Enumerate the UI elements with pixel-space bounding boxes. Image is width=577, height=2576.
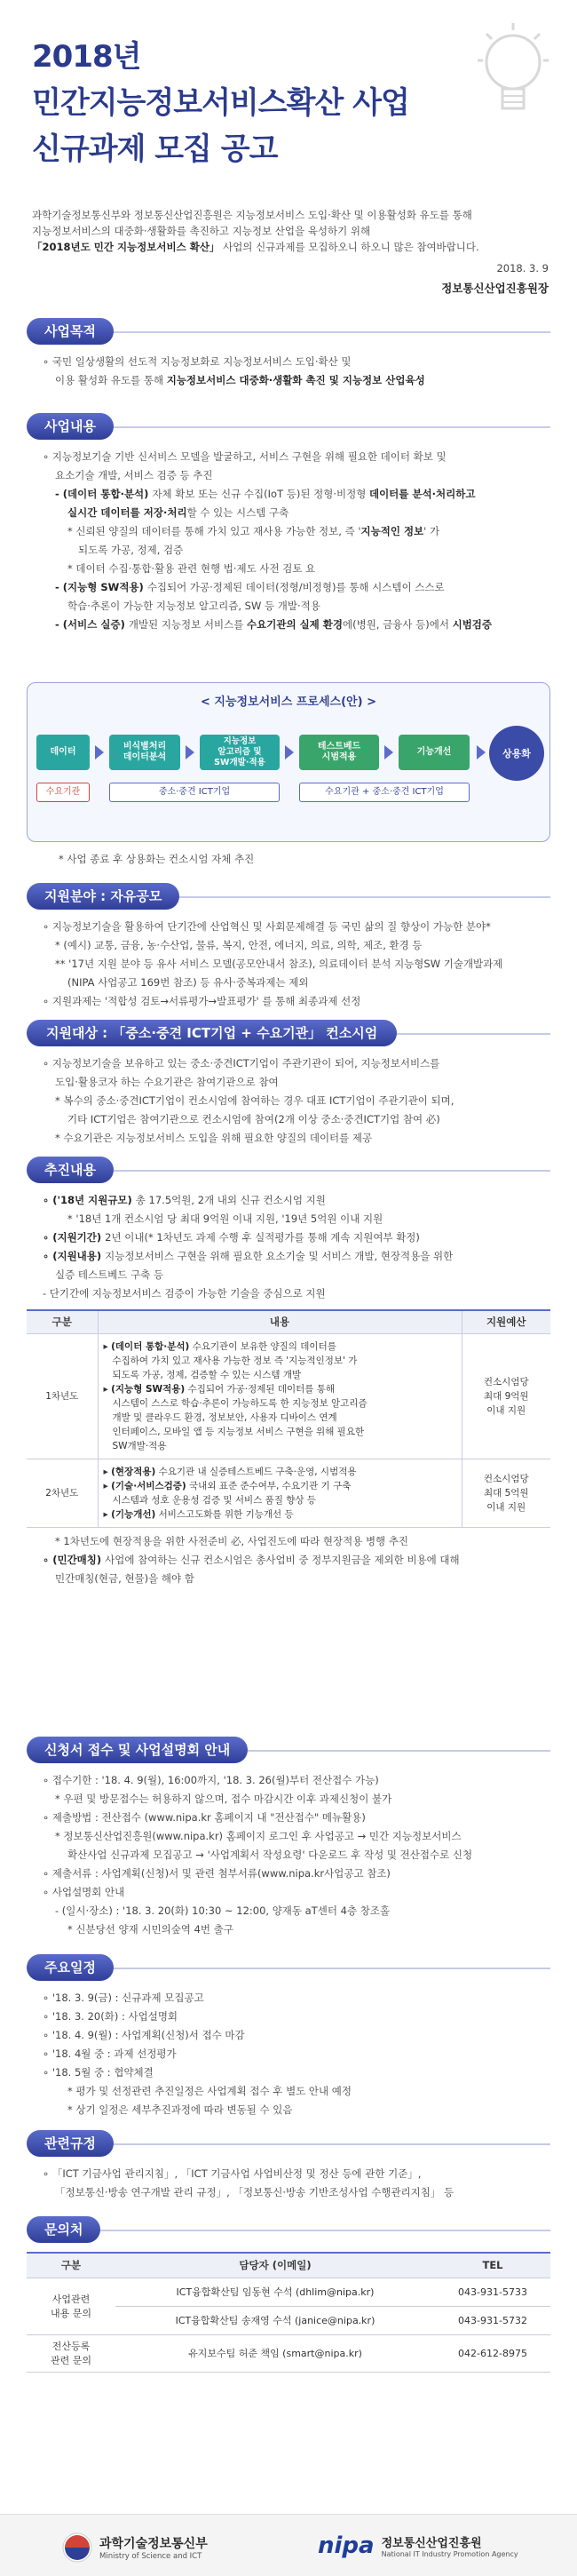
purpose-line-2b: 지능정보서비스 대중화·생활화 촉진 및 지능정보 산업육성 [166, 374, 425, 386]
process-final-commercialize: 상용화 [489, 726, 544, 781]
row2-content-1: 수요기관 내 실증테스트베드 구축·운영, 시범적용 [155, 1466, 357, 1477]
intro-line-2: 지능정보서비스의 대중화·생활화를 촉진하고 지능정보 산업을 육성하기 위해 [32, 225, 371, 237]
field-line-1: ∘ 지능정보기술을 활용하여 단기간에 산업혁신 및 사회문제해결 등 국민 삶의 질 향상이 가능한 분야* [43, 920, 491, 933]
contact-person[interactable]: ICT융합확산팀 임동현 수석 (dhlim@nipa.kr) [115, 2278, 435, 2306]
page-title [32, 34, 409, 172]
table-cell-period: 2차년도 [27, 1459, 98, 1527]
field-line-5: ∘ 지원과제는 '적합성 검토→서류평가→발표평가' 를 통해 최종과제 선정 [43, 995, 361, 1007]
arrow-icon [285, 745, 294, 759]
content-line-8b: 수집되어 가공·정제된 데이터(정형/비정형)를 통해 시스템이 스스로 [146, 581, 445, 593]
contact-tel[interactable]: 042-612-8975 [435, 2334, 550, 2372]
content-line-7: * 데이터 수집·통합·활용 관련 현행 법·제도 사전 검토 요 [67, 562, 316, 575]
row2-content-4: 서비스고도화를 위한 기능개선 등 [155, 1508, 294, 1520]
arrow-icon [477, 745, 486, 759]
section-contact-title: 문의처 [27, 2216, 100, 2243]
content-line-9: 학습·추론이 가능한 지능정보 알고리즘, SW 등 개발·적용 [67, 600, 320, 612]
purpose-line-1: ∘ 국민 일상생활의 선도적 지능정보화로 지능정보서비스 도입·확산 및 [43, 355, 352, 368]
table-cell-budget: 컨소시엄당 최대 9억원 이내 지원 [462, 1333, 550, 1459]
section-target-title: 지원대상 : 「중소·중견 ICT기업 + 수요기관」 컨소시엄 [27, 1020, 397, 1046]
table-row [27, 1333, 550, 1459]
promo-line-4b: 지능정보서비스 구현을 위해 필요한 요소기술 및 서비스 개발, 현장적용을 위한 [105, 1250, 454, 1262]
content-line-10d: 에(병원, 금융사 등)에서 [343, 618, 453, 631]
row1-content-8: SW개발·적용 [112, 1440, 167, 1451]
target-line-1: ∘ 지능정보기술을 보유하고 있는 중소·중견ICT기업이 주관기관이 되어, 지능정보서비스를 [43, 1057, 440, 1069]
msit-logo [62, 2532, 208, 2563]
content-line-3b: 자체 확보 또는 신규 수집(IoT 등)된 정형·비정형 [152, 488, 369, 500]
process-step-data: 데이터 [36, 735, 90, 770]
process-title: < 지능정보서비스 프로세스(안) > [201, 696, 376, 709]
field-line-3: ** '17년 지원 분야 등 유사 서비스 모델(공모안내서 참조), 의료데이터 분석 지능형SW 기술개발과제 [55, 958, 503, 970]
target-line-5: * 수요기관은 지능정보서비스 도입을 위해 필요한 양질의 데이터를 제공 [55, 1132, 373, 1144]
title-year: 2018년 [32, 39, 141, 75]
row2-content-bold-1: (현장적용) [111, 1466, 156, 1477]
content-note: * 사업 종료 후 상용화는 컨소시엄 자체 추진 [59, 853, 255, 865]
promo-line-1a: ∘ ('18년 지원규모) [43, 1194, 136, 1206]
row1-content-1: 수요기관이 보유한 양질의 데이터를 [189, 1340, 336, 1352]
schedule-item: ∘ '18. 4. 9(월) : 사업계획(신청)서 접수 마감 [43, 2029, 245, 2041]
contact-row [27, 2278, 550, 2306]
content-line-6: 되도록 가공, 정제, 검증 [78, 544, 184, 556]
contact-category [27, 2278, 115, 2334]
nipa-name-ko: 정보통신산업진흥원 [381, 2537, 482, 2550]
title-line-3: 신규과제 모집 공고 [32, 131, 278, 167]
arrow-icon [384, 745, 393, 759]
contact-row [27, 2334, 550, 2372]
row2-content-bold-2: (기술·서비스검증) [111, 1480, 186, 1491]
table-header: 지원예산 [462, 1310, 550, 1333]
promo-line-1b: 총 17.5억원, 2개 내외 신규 컨소시엄 지원 [135, 1194, 326, 1206]
table-cell-period: 1차년도 [27, 1333, 98, 1459]
contact-category-line-2: 내용 문의 [50, 2308, 91, 2319]
nipa-logo [318, 2532, 518, 2559]
footer [0, 2514, 577, 2576]
lightbulb-icon [469, 16, 557, 140]
header [0, 0, 577, 191]
section-content [27, 413, 550, 635]
content-line-4b: 할 수 있는 시스템 구축 [186, 506, 289, 519]
row2-content-bold-3: (기능개선) [111, 1508, 156, 1520]
section-purpose-title: 사업목적 [27, 318, 114, 345]
rules-line-1: ∘ 「ICT 기금사업 관리지침」, 「ICT 기금사업 사업비산정 및 정산 등에 관한 기준」, [43, 2167, 422, 2180]
apply-line-9: * 신분당선 양재 시민의숲역 4번 출구 [67, 1923, 233, 1936]
intro-line-1: 과학기술정보통신부와 정보통신산업진흥원은 지능정보서비스 도입·확산 및 이용활성화 유도를 통해 [32, 209, 472, 221]
contact-person[interactable]: 유지보수팀 허준 책임 (smart@nipa.kr) [115, 2334, 435, 2372]
row1-content-5: 시스템이 스스로 학습·추론이 가능하도록 한 지능정보 알고리즘 [112, 1397, 368, 1409]
schedule-note-1: * 평가 및 선정관련 추진일정은 사업계획 접수 후 별도 안내 예정 [67, 2085, 352, 2097]
table-header: 담당자 (이메일) [115, 2253, 435, 2278]
support-table [27, 1309, 550, 1528]
nipa-logo-text: nipa [318, 2532, 375, 2559]
content-line-10b: 개발된 지능정보 서비스를 [128, 618, 248, 631]
content-line-8a: - (지능형 SW적용) [55, 581, 147, 593]
target-line-4: 기타 ICT기업은 참여기관으로 컨소시엄에 참여(2개 이상 중소·중견ICT기업 참여 必) [67, 1113, 440, 1125]
content-line-10a: - (서비스 실증) [55, 618, 129, 631]
process-bar-demand: 수요기관 [36, 783, 90, 802]
intro-text [32, 207, 547, 255]
schedule-item: ∘ '18. 3. 20(화) : 사업설명회 [43, 2010, 178, 2023]
target-line-3: * 복수의 중소·중견ICT기업이 컨소시엄에 참여하는 경우 대표 ICT기업이 주관기관이 되며, [55, 1094, 454, 1107]
row1-content-7: 인터페이스, 모바일 앱 등 지능정보 서비스 구현을 위해 필요한 [112, 1426, 365, 1437]
announce-date: 2018. 3. 9 [496, 262, 549, 274]
process-diagram [27, 682, 550, 842]
purpose-line-2a: 이용 활성화 유도를 통해 [55, 374, 167, 386]
table-header: 내용 [98, 1310, 462, 1333]
content-line-5a: * 신뢰된 양질의 데이터를 통해 가치 있고 재사용 가능한 정보, 즉 ' [67, 525, 361, 537]
content-line-3a: - (데이터 통합·분석) [55, 488, 153, 500]
section-field-title: 지원분야 : 자유공모 [27, 883, 179, 910]
section-rules [27, 2130, 550, 2203]
process-step-testbed: 테스트베드 시범적용 [299, 735, 379, 770]
table-header: TEL [435, 2253, 550, 2278]
promo-line-7a: ∘ (민간매칭) [43, 1553, 106, 1566]
apply-line-3: ∘ 제출방법 : 전산접수 (www.nipa.kr 홈페이지 내 "전산접수" 메뉴활용) [43, 1811, 366, 1824]
apply-line-5: 확산사업 신규과제 모집공고 → '사업계획서 작성요령' 다운로드 후 작성 및 전산접수로 신청 [67, 1849, 473, 1861]
msit-name-ko: 과학기술정보통신부 [99, 2537, 208, 2551]
announce-org: 정보통신산업진흥원장 [441, 282, 549, 295]
content-line-3c: 데이터를 분석·처리하고 [368, 488, 476, 500]
row1-content-bold-2: (지능형 SW적용) [111, 1383, 186, 1395]
contact-person[interactable]: ICT융합확산팀 송재영 수석 (janice@nipa.kr) [115, 2306, 435, 2334]
section-rules-title: 관련규정 [27, 2130, 114, 2157]
section-contact [27, 2216, 550, 2373]
apply-line-7: ∘ 사업설명회 안내 [43, 1886, 125, 1898]
promo-note: * 1차년도에 현장적용을 위한 사전준비 必, 사업진도에 따라 현장적용 병행 추진 [55, 1534, 409, 1547]
process-bar-ict: 중소·중견 ICT기업 [109, 783, 280, 802]
promo-line-3a: ∘ (지원기간) [43, 1231, 106, 1244]
section-field [27, 883, 550, 1012]
schedule-item: ∘ '18. 3. 9(금) : 신규과제 모집공고 [43, 1992, 204, 2004]
table-header: 구분 [27, 1310, 98, 1333]
contact-category-line-1: 사업관련 [51, 2294, 91, 2305]
table-cell-content: ▸ (현장적용) 수요기관 내 실증테스트베드 구축·운영, 시범적용 ▸ (기술·서비스검증) 국내외 표준 준수여부, 수요기관 기 구축 시스템과 성호 운용성 검증 및 서비스 품질 향상 등 ▸ (기능개선) 서비스고도화를 위한 기능개선 등 [98, 1459, 462, 1527]
promo-line-7b: 사업에 참여하는 신규 컨소시엄은 총사업비 중 정부지원금을 제외한 비용에 대해 [105, 1553, 460, 1566]
target-line-2: 도입·활용코자 하는 수요기관은 참여기관으로 참여 [55, 1076, 279, 1088]
process-step-algorithm: 지능정보 알고리즘 및 SW개발·적용 [200, 735, 280, 770]
row1-content-6: 개발 및 클라우드 환경, 정보보안, 사용자 디바이스 연계 [112, 1411, 337, 1423]
title-line-2: 민간지능정보서비스확산 사업 [32, 85, 409, 121]
promo-line-8: 민간매칭(현금, 현물)을 해야 함 [55, 1571, 194, 1585]
content-line-4: 실시간 데이터를 저장·처리 [67, 506, 187, 519]
row2-content-3: 시스템과 성호 운용성 검증 및 서비스 품질 향상 등 [112, 1494, 317, 1506]
contact-table [27, 2252, 550, 2373]
promo-line-4a: ∘ (지원내용) [43, 1250, 106, 1262]
promo-line-3b: 2년 이내(* 1차년도 과제 수행 후 실적평가를 통해 계속 지원여부 확정) [105, 1231, 420, 1244]
schedule-item: ∘ '18. 5월 중 : 협약체결 [43, 2066, 154, 2079]
section-promotion [27, 1157, 550, 1589]
contact-tel[interactable]: 043-931-5732 [435, 2306, 550, 2334]
apply-line-4: * 정보통신산업진흥원(www.nipa.kr) 홈페이지 로그인 후 사업공고 → 민간 지능정보서비스 [55, 1830, 462, 1842]
nipa-name-en: National IT Industry Promotion Agency [381, 2550, 518, 2558]
contact-header-row [27, 2253, 550, 2278]
content-line-2: 요소기술 개발, 서비스 검증 등 추진 [55, 469, 213, 481]
table-cell-content: ▸ (데이터 통합·분석) 수요기관이 보유한 양질의 데이터를 수집하여 가치 있고 재사용 가능한 정보 즉 '지능적인정보' 가 되도록 가공, 정제, 검증할 수 있는 시스템 개발 ▸ (지능형 SW적용) 수집되어 가공·정제된 데이터를 통해 시스템이 스스로 학습·추론이 가능하도록 한 지능정보 알고리즘 개발 및 클라우드 환경, 정보보안, 사용자 디바이스 연계 인터페이스, 모바일 앱 등 지능정보 서비스 구현을 위해 필요한 SW개발·적용 [98, 1333, 462, 1459]
table-row [27, 1459, 550, 1527]
field-line-4: (NIPA 사업공고 169번 참조) 등 유사·중복과제는 제외 [67, 976, 309, 989]
section-content-title: 사업내용 [27, 413, 114, 440]
section-promotion-title: 추진내용 [27, 1157, 114, 1183]
process-step-analysis: 비식별처리 데이터분석 [109, 735, 180, 770]
apply-line-2: * 우편 및 방문접수는 허용하지 않으며, 접수 마감시간 이후 과제신청이 불가 [55, 1793, 392, 1805]
rules-line-2: 「정보통신·방송 연구개발 관리 규정」, 「정보통신·방송 기반조성사업 수행관리지침」 등 [55, 2186, 454, 2198]
contact-category: 전산등록 관련 문의 [27, 2334, 115, 2372]
promo-line-6: - 단기간에 지능정보서비스 검증이 가능한 기술을 중심으로 지원 [43, 1287, 326, 1300]
table-header-row [27, 1310, 550, 1333]
table-header: 구분 [27, 2253, 115, 2278]
schedule-item: ∘ '18. 4월 중 : 과제 선정평가 [43, 2047, 177, 2060]
section-schedule-title: 주요일정 [27, 1954, 114, 1981]
arrow-icon [186, 745, 194, 759]
content-line-10c: 수요기관의 실제 환경 [247, 618, 344, 631]
content-line-1: ∘ 지능정보기술 기반 신서비스 모델을 발굴하고, 서비스 구현을 위해 필요한 데이터 확보 및 [43, 450, 447, 463]
intro-project-name: 「2018년도 민간 지능정보서비스 확산」 [32, 241, 220, 253]
row1-content-2: 수집하여 가치 있고 재사용 가능한 정보 즉 '지능적인정보' 가 [112, 1355, 358, 1366]
msit-emblem-icon [62, 2532, 92, 2563]
contact-tel[interactable]: 043-931-5733 [435, 2278, 550, 2306]
section-apply [27, 1737, 550, 1940]
intro-line-3 [32, 239, 547, 255]
schedule-note-2: * 상기 일정은 세부추진과정에 따라 변동될 수 있음 [67, 2103, 293, 2116]
table-cell-budget: 컨소시엄당 최대 5억원 이내 지원 [462, 1459, 550, 1527]
section-purpose [27, 318, 550, 391]
msit-name-en: Ministry of Science and ICT [99, 2552, 202, 2561]
row1-content-3: 되도록 가공, 정제, 검증할 수 있는 시스템 개발 [112, 1369, 302, 1380]
section-apply-title: 신청서 접수 및 사업설명회 안내 [27, 1737, 248, 1763]
promo-line-2: * '18년 1개 컨소시엄 당 최대 9억원 이내 지원, '19년 5억원 이내 지원 [67, 1212, 383, 1225]
row1-content-4: 수집되어 가공·정제된 데이터를 통해 [185, 1383, 336, 1395]
apply-line-1: ∘ 접수기한 : '18. 4. 9(월), 16:00까지, '18. 3. 26(월)부터 전산접수 가능) [43, 1774, 379, 1786]
content-line-10e: 시범검증 [452, 618, 493, 631]
arrow-icon [95, 745, 104, 759]
apply-line-6: ∘ 제출서류 : 사업계획(신청)서 및 관련 첨부서류(www.nipa.kr사업공고 참조) [43, 1867, 391, 1880]
content-line-5b: 지능적인 정보 [360, 525, 424, 537]
section-schedule [27, 1954, 550, 2120]
promo-line-5: 실증 테스트베드 구축 등 [55, 1268, 164, 1281]
process-bar-joint: 수요기관 + 중소·중견 ICT기업 [299, 783, 470, 802]
content-line-5c: ' 가 [423, 525, 440, 537]
section-target [27, 1020, 550, 1149]
process-step-improve: 기능개선 [399, 735, 470, 770]
intro-line-3-rest: 사업의 신규과제를 모집하오니 하오니 많은 참여바랍니다. [219, 241, 479, 253]
row1-content-bold-1: (데이터 통합·분석) [111, 1340, 190, 1352]
apply-line-8: - (일시·장소) : '18. 3. 20(화) 10:30 ~ 12:00, 양재동 aT센터 4층 창조홀 [55, 1904, 391, 1917]
field-line-2: * (예시) 교통, 금융, 농·수산업, 물류, 복지, 안전, 에너지, 의료, 의학, 제조, 환경 등 [55, 939, 423, 951]
row2-content-2: 국내외 표준 준수여부, 수요기관 기 구축 [186, 1480, 352, 1491]
